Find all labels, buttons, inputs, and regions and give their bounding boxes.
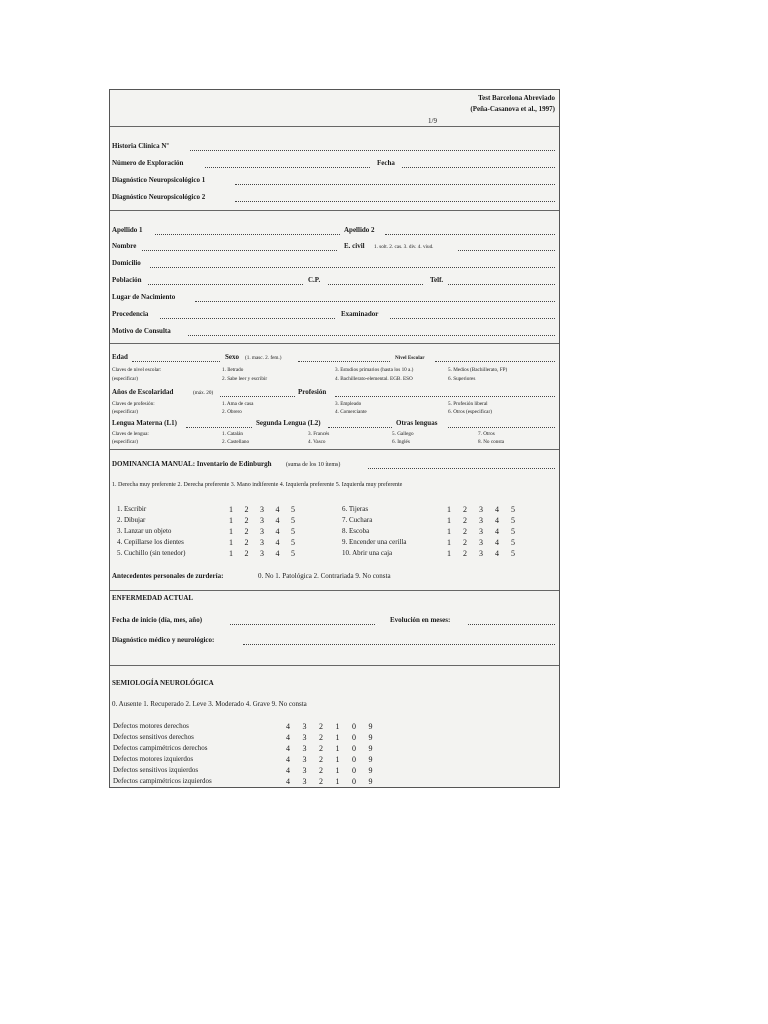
form-title: Test Barcelona Abreviado — [478, 94, 555, 102]
score-option[interactable]: 2 — [319, 766, 323, 775]
score-option[interactable]: 4 — [275, 538, 280, 547]
field-segunda-lengua[interactable] — [328, 427, 392, 428]
item-label: 1. Escribir — [117, 505, 147, 513]
divider — [110, 665, 559, 666]
field-otras-lenguas[interactable] — [448, 427, 555, 428]
field-examinador[interactable] — [390, 318, 555, 319]
lengua-option: 3. Francés — [308, 431, 330, 437]
ecivil-options: 1. solt. 2. cas. 3. div. 4. viud. — [374, 244, 434, 250]
label-apellido2: Apellido 2 — [344, 226, 375, 234]
label-motivo: Motivo de Consulta — [112, 327, 171, 335]
score-option[interactable]: 4 — [275, 505, 280, 514]
score-option[interactable]: 2 — [319, 744, 323, 753]
score-option[interactable]: 9 — [368, 722, 373, 731]
divider — [110, 343, 559, 344]
escolar-option: 6. Superiores — [448, 376, 476, 382]
score-option[interactable]: 1 — [229, 549, 233, 558]
claves-profesion-label: Claves de profesión: — [112, 401, 155, 407]
field-diag1[interactable] — [235, 184, 555, 185]
label-cp: C.P. — [308, 276, 321, 284]
label-poblacion: Población — [112, 276, 142, 284]
label-anos-escolaridad: Años de Escolaridad — [112, 388, 174, 396]
label-procedencia: Procedencia — [112, 310, 149, 318]
label-examinador: Examinador — [341, 310, 379, 318]
score-option[interactable]: 0 — [352, 733, 356, 742]
field-nivel-escolar[interactable] — [435, 361, 555, 362]
field-domicilio[interactable] — [150, 267, 555, 268]
profesion-option: 6. Otros (especificar) — [448, 409, 492, 415]
label-nivel-escolar: Nivel Escolar — [395, 355, 425, 361]
score-option[interactable]: 9 — [368, 755, 373, 764]
score-option[interactable]: 4 — [286, 755, 290, 764]
score-option[interactable]: 3 — [260, 549, 264, 558]
field-fecha[interactable] — [402, 167, 555, 168]
score-option[interactable]: 4 — [286, 744, 290, 753]
field-apellido2[interactable] — [385, 234, 555, 235]
field-profesion[interactable] — [335, 396, 555, 397]
score-option[interactable]: 1 — [229, 527, 233, 536]
field-procedencia[interactable] — [160, 318, 335, 319]
score-option[interactable]: 5 — [511, 538, 515, 547]
score-option[interactable]: 5 — [511, 505, 515, 514]
semiologia-item: Defectos sensitivos derechos — [113, 733, 194, 741]
field-nacimiento[interactable] — [195, 301, 555, 302]
dominancia-suma: (suma de los 10 ítems) — [286, 462, 341, 468]
enfermedad-title: ENFERMEDAD ACTUAL — [112, 594, 194, 602]
field-diagnostico[interactable] — [243, 644, 555, 645]
score-option[interactable]: 3 — [302, 722, 307, 731]
semiologia-scale: 0. Ausente 1. Recuperado 2. Leve 3. Moderado 4. Grave 9. No consta — [112, 700, 307, 708]
score-option[interactable]: 2 — [319, 722, 323, 731]
label-exploracion: Número de Exploración — [112, 159, 184, 167]
especificar-label: (especificar) — [112, 409, 138, 415]
score-option[interactable]: 2 — [463, 538, 467, 547]
score-option[interactable]: 4 — [275, 527, 280, 536]
score-option[interactable]: 3 — [479, 527, 483, 536]
score-option[interactable]: 1 — [335, 722, 340, 731]
score-option[interactable]: 3 — [479, 549, 483, 558]
score-option[interactable]: 1 — [229, 538, 233, 547]
score-option[interactable]: 2 — [463, 549, 467, 558]
item-label: 6. Tijeras — [342, 505, 369, 513]
score-option[interactable]: 4 — [495, 538, 499, 547]
label-otras-lenguas: Otras lenguas — [396, 419, 438, 427]
score-option[interactable]: 9 — [368, 744, 373, 753]
lengua-option: 7. Otros — [478, 431, 495, 437]
score-option[interactable]: 9 — [368, 777, 373, 786]
profesion-option: 5. Profesión liberal — [448, 401, 488, 407]
score-option[interactable]: 4 — [275, 549, 280, 558]
field-ecivil[interactable] — [458, 250, 555, 251]
field-apellido1[interactable] — [155, 234, 340, 235]
field-motivo[interactable] — [188, 335, 555, 336]
score-option[interactable]: 2 — [244, 549, 249, 558]
page-number: 1/9 — [428, 117, 437, 125]
score-option[interactable]: 3 — [302, 755, 307, 764]
semiologia-item: Defectos motores derechos — [113, 722, 189, 730]
score-option[interactable]: 2 — [244, 505, 249, 514]
field-edad[interactable] — [132, 361, 220, 362]
score-option[interactable]: 1 — [335, 777, 340, 786]
test-form-page — [109, 89, 560, 788]
label-historia: Historia Clínica Nº — [112, 142, 169, 150]
score-option[interactable]: 1 — [447, 516, 451, 525]
score-option[interactable]: 3 — [260, 505, 264, 514]
item-label: 10. Abrir una caja — [342, 549, 393, 557]
score-option[interactable]: 1 — [335, 755, 340, 764]
label-antecedentes: Antecedentes personales de zurdería: — [112, 572, 224, 580]
label-fecha: Fecha — [377, 159, 395, 167]
score-option[interactable]: 1 — [335, 766, 340, 775]
score-option[interactable]: 3 — [260, 527, 264, 536]
field-anos-escolaridad[interactable] — [220, 396, 295, 397]
divider — [110, 126, 559, 127]
score-option[interactable]: 4 — [286, 777, 290, 786]
claves-lengua-label: Claves de lengua: — [112, 431, 149, 437]
score-option[interactable]: 1 — [447, 538, 451, 547]
score-option[interactable]: 5 — [291, 527, 295, 536]
semiologia-title: SEMIOLOGÍA NEUROLÓGICA — [112, 679, 214, 687]
score-option[interactable]: 3 — [479, 538, 483, 547]
field-fecha-inicio[interactable] — [230, 624, 375, 625]
score-option[interactable]: 4 — [286, 733, 290, 742]
especificar-label: (especificar) — [112, 439, 138, 445]
label-diagnostico: Diagnóstico médico y neurológico: — [112, 636, 215, 644]
semiologia-item: Defectos motores izquierdos — [113, 755, 194, 763]
score-option[interactable]: 1 — [447, 527, 451, 536]
escolar-option: 2. Sabe leer y escribir — [222, 376, 268, 382]
item-label: 4. Cepillarse los dientes — [117, 538, 184, 546]
dominancia-scale: 1. Derecha muy preferente 2. Derecha preferente 3. Mano indiferente 4. Izquierda preferente 5. Izquierda muy preferente — [112, 482, 403, 488]
score-option[interactable]: 4 — [495, 549, 499, 558]
field-diag2[interactable] — [235, 201, 555, 202]
form-citation: (Peña-Casanova et al., 1997) — [470, 105, 555, 113]
field-historia[interactable] — [190, 150, 555, 151]
semiologia-item: Defectos campimétricos derechos — [113, 744, 208, 752]
label-evolucion: Evolución en meses: — [390, 616, 451, 624]
label-lengua-materna: Lengua Materna (L1) — [112, 419, 177, 427]
score-option[interactable]: 1 — [447, 549, 451, 558]
score-option[interactable]: 4 — [495, 527, 499, 536]
lengua-option: 1. Catalán — [222, 431, 244, 437]
profesion-option: 2. Obrero — [222, 409, 242, 415]
divider — [110, 449, 559, 450]
field-nombre[interactable] — [142, 250, 337, 251]
score-option[interactable]: 2 — [244, 516, 249, 525]
score-option[interactable]: 5 — [511, 527, 515, 536]
score-option[interactable]: 4 — [286, 766, 290, 775]
score-option[interactable]: 3 — [479, 516, 483, 525]
item-label: 8. Escoba — [342, 527, 370, 535]
score-option[interactable]: 0 — [352, 744, 356, 753]
item-label: 3. Lanzar un objeto — [117, 527, 172, 535]
score-option[interactable]: 5 — [511, 549, 515, 558]
score-option[interactable]: 5 — [291, 505, 295, 514]
score-option[interactable]: 5 — [291, 516, 295, 525]
score-option[interactable]: 9 — [368, 733, 373, 742]
escolar-option: 4. Bachillerato-elemental. EGB. ESO — [335, 376, 413, 382]
claves-escolar-label: Claves de nivel escolar: — [112, 367, 162, 373]
label-apellido1: Apellido 1 — [112, 226, 143, 234]
item-label: 9. Encender una cerilla — [342, 538, 407, 546]
score-option[interactable]: 0 — [352, 755, 356, 764]
divider — [110, 590, 559, 591]
profesion-option: 3. Empleado — [335, 401, 362, 407]
score-option[interactable]: 3 — [302, 766, 307, 775]
score-option[interactable]: 4 — [275, 516, 280, 525]
field-dominancia-suma[interactable] — [368, 468, 555, 469]
score-option[interactable]: 2 — [463, 527, 467, 536]
lengua-option: 5. Gallego — [392, 431, 414, 437]
score-option[interactable]: 4 — [286, 722, 290, 731]
item-label: 2. Dibujar — [117, 516, 146, 524]
score-option[interactable]: 2 — [463, 516, 467, 525]
score-option[interactable]: 1 — [229, 505, 233, 514]
score-option[interactable]: 3 — [302, 777, 307, 786]
label-segunda-lengua: Segunda Lengua (L2) — [256, 419, 321, 427]
item-label: 5. Cuchillo (sin tenedor) — [117, 549, 186, 557]
score-option[interactable]: 2 — [319, 755, 323, 764]
item-label: 7. Cuchara — [342, 516, 373, 524]
profesion-option: 1. Ama de casa — [222, 401, 254, 407]
lengua-option: 8. No consta — [478, 439, 505, 445]
label-edad: Edad — [112, 353, 128, 361]
lengua-option: 6. Inglés — [392, 439, 410, 445]
label-diag2: Diagnóstico Neuropsicológico 2 — [112, 193, 206, 201]
score-option[interactable]: 5 — [291, 538, 295, 547]
field-cp[interactable] — [328, 284, 423, 285]
escolar-option: 5. Medios (Bachillerato, FP) — [448, 367, 508, 373]
score-option[interactable]: 0 — [352, 777, 356, 786]
sexo-options: (1. masc. 2. fem.) — [245, 355, 282, 361]
semiologia-item: Defectos sensitivos izquierdos — [113, 766, 199, 774]
score-option[interactable]: 5 — [511, 516, 515, 525]
score-option[interactable]: 2 — [463, 505, 467, 514]
anos-max: (máx. 20) — [193, 390, 214, 396]
score-option[interactable]: 1 — [447, 505, 451, 514]
field-telf[interactable] — [448, 284, 555, 285]
score-option[interactable]: 1 — [335, 744, 340, 753]
field-evolucion[interactable] — [468, 624, 555, 625]
label-telf: Telf. — [430, 276, 444, 284]
profesion-option: 4. Comerciante — [335, 409, 367, 415]
score-option[interactable]: 5 — [291, 549, 295, 558]
lengua-option: 2. Castellano — [222, 439, 250, 445]
score-option[interactable]: 3 — [260, 516, 264, 525]
escolar-option: 3. Estudios primarios (hasta los 10 a.) — [335, 367, 414, 373]
score-option[interactable]: 2 — [244, 527, 249, 536]
field-sexo[interactable] — [298, 361, 390, 362]
score-option[interactable]: 0 — [352, 766, 356, 775]
label-sexo: Sexo — [225, 353, 239, 361]
score-option[interactable]: 4 — [495, 505, 499, 514]
score-option[interactable]: 4 — [495, 516, 499, 525]
field-lengua-materna[interactable] — [186, 427, 252, 428]
score-option[interactable]: 2 — [244, 538, 249, 547]
especificar-label: (especificar) — [112, 376, 138, 382]
label-ecivil: E. civil — [344, 242, 365, 250]
label-diag1: Diagnóstico Neuropsicológico 1 — [112, 176, 206, 184]
lengua-option: 4. Vasco — [308, 439, 326, 445]
label-nombre: Nombre — [112, 242, 137, 250]
score-option[interactable]: 1 — [229, 516, 233, 525]
escolar-option: 1. Iletrado — [222, 367, 244, 373]
score-option[interactable]: 0 — [352, 722, 356, 731]
field-poblacion[interactable] — [148, 284, 303, 285]
field-exploracion[interactable] — [205, 167, 370, 168]
label-domicilio: Domicilio — [112, 259, 141, 267]
divider — [110, 210, 559, 211]
score-option[interactable]: 3 — [302, 744, 307, 753]
score-option[interactable]: 3 — [260, 538, 264, 547]
dominancia-title: DOMINANCIA MANUAL: Inventario de Edinburgh — [112, 460, 272, 468]
label-nacimiento: Lugar de Nacimiento — [112, 293, 176, 301]
score-option[interactable]: 9 — [368, 766, 373, 775]
score-option[interactable]: 2 — [319, 777, 323, 786]
label-fecha-inicio: Fecha de inicio (día, mes, año) — [112, 616, 203, 624]
score-option[interactable]: 3 — [479, 505, 483, 514]
semiologia-item: Defectos campimétricos izquierdos — [113, 777, 212, 785]
antecedentes-options: 0. No 1. Patológica 2. Contrariada 9. No consta — [258, 572, 391, 580]
label-profesion: Profesión — [298, 388, 327, 396]
score-option[interactable]: 3 — [302, 733, 307, 742]
score-option[interactable]: 1 — [335, 733, 340, 742]
score-option[interactable]: 2 — [319, 733, 323, 742]
